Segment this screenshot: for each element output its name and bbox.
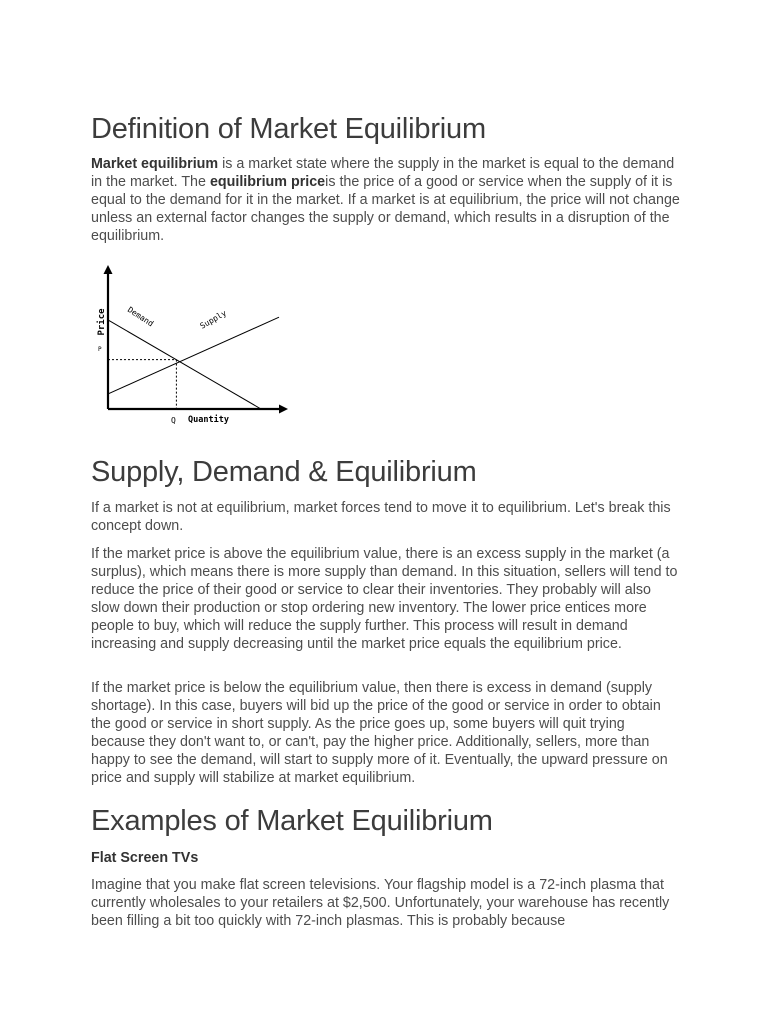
demand-series-label: Demand (125, 305, 156, 329)
subheading-flat-screen-tvs: Flat Screen TVs (91, 850, 199, 866)
x-axis-label: Quantity (188, 415, 229, 425)
section-heading-examples: Examples of Market Equilibrium (91, 805, 493, 837)
y-axis-arrow (104, 265, 113, 274)
definition-paragraph (91, 155, 681, 245)
supply-demand-paragraph-1: If a market is not at equilibrium, market forces tend to move it to equilibrium. Let's break this concept down. (91, 500, 671, 534)
supply-series-label: Supply (198, 308, 229, 331)
term-equilibrium-price: equilibrium price (209, 174, 326, 190)
flat-screen-paragraph: Imagine that you make flat screen televisions. Your flagship model is a 72-inch plasma that currently wholesales to your retailers at $2,500. Unfortunately, your warehouse has recently been filling a bit too quickly with 72-inch plasmas. This is probably because (91, 877, 670, 929)
supply-curve (108, 317, 279, 394)
demand-curve (108, 320, 261, 409)
x-axis-arrow (279, 405, 288, 414)
section-heading-supply-demand: Supply, Demand & Equilibrium (91, 456, 477, 488)
definition-text-2: is the price of a good or service when the supply of it is equal to the demand for it in the market. If a market is at equilibrium, the price will not change unless an external factor changes the supply or demand, which results in a disruption of the equilibrium. (91, 174, 680, 244)
equilibrium-chart (91, 262, 301, 427)
quantity-marker-label: Q (171, 416, 176, 425)
section-heading-definition: Definition of Market Equilibrium (91, 113, 486, 145)
y-axis-label: Price (97, 308, 107, 336)
definition-text-1: is a market state where the supply in the market is equal to the demand in the market. The (91, 156, 675, 190)
price-marker-label: P (98, 346, 102, 353)
supply-demand-paragraph-2: If the market price is above the equilibrium value, there is an excess supply in the market (a surplus), which means there is more supply than demand. In this situation, sellers will tend to reduce the price of their good or service to clear their inventories. They probably will also slow down their production or stop ordering new inventory. The lower price entices more people to buy, which will reduce the supply further. This process will result in demand increasing and supply decreasing until the market price equals the equilibrium price. (91, 546, 678, 652)
supply-demand-paragraph-3: If the market price is below the equilibrium value, then there is excess in demand (supply shortage). In this case, buyers will bid up the price of the good or service in order to obtain the good or service in short supply. As the price goes up, some buyers will quit trying because they don't want to, or can't, pay the higher price. Additionally, sellers, more than happy to see the demand, will start to supply more of it. Eventually, the upward pressure on price and supply will stabilize at market equilibrium. (91, 680, 668, 786)
term-market-equilibrium: Market equilibrium (91, 156, 219, 172)
